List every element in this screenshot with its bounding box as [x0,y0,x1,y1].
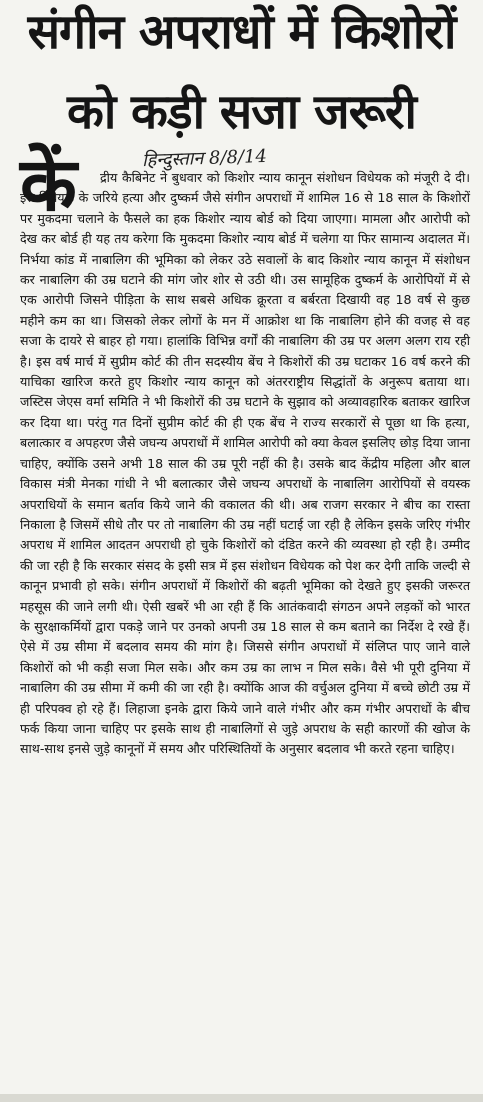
headline-line-1: संगीन अपराधों में किशोरों [27,4,456,60]
drop-cap: कें [20,142,77,228]
article-body [20,168,470,760]
handwritten-date-note: हिन्दुस्तान 8/8/14 [141,145,268,172]
headline-line-2: को कड़ी सजा जरूरी [67,84,416,140]
bottom-edge [0,1094,483,1102]
article-text: द्रीय कैबिनेट ने बुधवार को किशोर न्याय कानून संशोधन विधेयक को मंजूरी दे दी। इस विधेयक के जरिये हत्या और दुष्कर्म जैसे संगीन अपराधों में शामिल 16 से 18 साल के किशोरों पर मुकदमा चलाने के फैसले का हक किशोर न्याय बोर्ड को दिया जाएगा। मामला और आरोपी को देख कर बोर्ड ही यह तय करेगा कि मुकदमा किशोर न्याय बोर्ड में चलेगा या फिर सामान्य अदालत में। निर्भया कांड में नाबालिग की भूमिका को लेकर उठे सवालों के बाद किशोर न्याय कानून में संशोधन कर नाबालिग की उम्र घटाने की मांग जोर शोर से उठी थी। उस सामूहिक दुष्कर्म के आरोपियों में से एक आरोपी जिसने पीड़िता के साथ सबसे अधिक क्रूरता व बर्बरता दिखायी वह 18 वर्ष से कुछ महीने कम का था। जिसको लेकर लोगों के मन में आक्रोश था कि नाबालिग होने की वजह से वह सजा के दायरे से बाहर हो गया। हालांकि विभिन्न वर्गों की नाबालिग की उम्र पर अलग अलग राय रही है। इस वर्ष मार्च में सुप्रीम कोर्ट की तीन सदस्यीय बेंच ने किशोरों की उम्र घटाकर 16 वर्ष करने की याचिका खारिज करते हुए किशोर न्याय कानून को अंतरराष्ट्रीय सिद्धांतों के अनुरूप बताया था। जस्टिस जेएस वर्मा समिति ने भी किशोरों की उम्र घटाने के सुझाव को अव्यावहारिक बताकर खारिज कर दिया था। परंतु गत दिनों सुप्रीम कोर्ट की ही एक बेंच ने राज्य सरकारों से पूछा था कि हत्या, बलात्कार व अपहरण जैसे जघन्य अपराधों में शामिल आरोपी को क्या केवल इसलिए छोड़ दिया जाना चाहिए, क्योंकि उसने अभी 18 साल की उम्र पूरी नहीं की है। उसके बाद केंद्रीय महिला और बाल विकास मंत्री मेनका गांधी ने भी बलात्कार जैसे जघन्य अपराधों के नाबालिग आरोपियों से वयस्क अपराधियों के समान बर्ताव किये जाने की वकालत की थी। अब राजग सरकार ने बीच का रास्ता निकाला है जिसमें सीधे तौर पर तो नाबालिग की उम्र नहीं घटाई जा रही है लेकिन इसके जरिए गंभीर अपराध में शामिल आदतन अपराधी हो चुके किशोरों को दंडित करने की व्यवस्था हो रही है। उम्मीद की जा रही है कि सरकार संसद के इसी सत्र में इस संशोधन विधेयक को पेश कर देगी ताकि जल्दी से कानून प्रभावी हो सके। संगीन अपराधों में किशोरों की बढ़ती भूमिका को देखते हुए इसकी जरूरत महसूस की जाने लगी थी। ऐसी खबरें भी आ रही हैं कि आतंकवादी संगठन अपने लड़कों को भारत के सुरक्षाकर्मियों द्वारा पकड़े जाने पर उनको अपनी उम्र 18 साल से कम बताने का निर्देश दे रखे हैं। ऐसे में उम्र सीमा में बदलाव समय की मांग है। जिससे संगीन अपराधों में संलिप्त पाए जाने वाले किशोरों को भी कड़ी सजा मिल सके। और कम उम्र का लाभ न मिल सके। वैसे भी पूरी दुनिया में नाबालिग की उम्र सीमा में कमी की जा रही है। क्योंकि आज की वर्चुअल दुनिया में बच्चे छोटी उम्र में ही परिपक्व हो रहे हैं। लिहाजा इनके द्वारा किये जाने वाले गंभीर और कम गंभीर अपराधों के बीच फर्क किया जाना चाहिए पर इसके साथ ही नाबालिगों से जुड़े अपराध के सही कारणों की खोज के साथ-साथ इनसे जुड़े कानूनों में समय और परिस्थितियों के अनुसार बदलाव भी करते रहना चाहिए। [20,170,470,757]
